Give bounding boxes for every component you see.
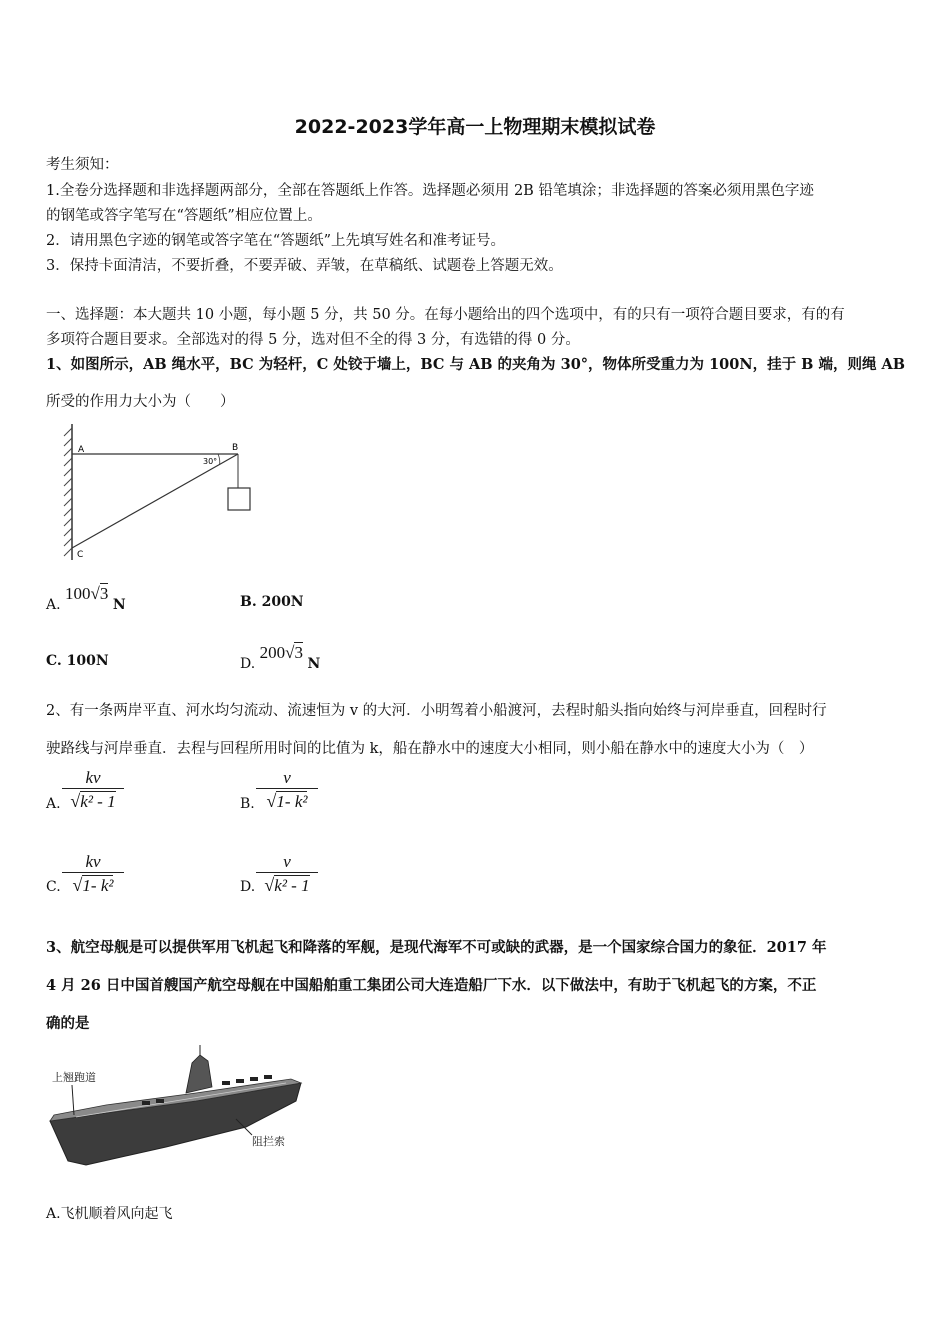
- notice-line-3: 3．保持卡面清洁，不要折叠，不要弄破、弄皱，在草稿纸、试题卷上答题无效。: [46, 258, 563, 274]
- q1-option-d-coef: 200: [259, 643, 286, 662]
- label-c: C: [77, 550, 84, 560]
- q2-option-b-fraction: $\frac{v}{\text{√1- k²}}$: [256, 768, 318, 812]
- q3-line-3: 确的是: [46, 1015, 90, 1032]
- notice-heading: 考生须知：: [46, 157, 119, 173]
- q2-option-d-den: k² - 1: [274, 876, 310, 895]
- q1-option-d[interactable]: D. 200√3 N: [240, 643, 321, 672]
- label-angle: 30°: [203, 457, 218, 466]
- q2-option-d-label[interactable]: D.: [240, 879, 256, 895]
- q1-figure: [46, 420, 266, 565]
- q2-option-a-label[interactable]: A.: [46, 796, 61, 812]
- aircraft-carrier-figure: [46, 1043, 306, 1171]
- q2-option-a-num: kv: [85, 768, 101, 787]
- notice-line-1b: 的钢笔或答字笔写在“答题纸”相应位置上。: [46, 208, 322, 224]
- q2-option-b-label[interactable]: B.: [240, 796, 255, 812]
- hanging-block: [228, 488, 250, 510]
- q2-option-d-fraction: $\frac{v}{\text{√k² - 1}}$: [256, 852, 318, 896]
- q2-option-c-num: kv: [85, 852, 101, 871]
- q2-option-c-fraction: $\frac{kv}{\text{√1- k²}}$: [62, 852, 124, 896]
- notice-line-2: 2．请用黑色字迹的钢笔或答字笔在“答题纸”上先填写姓名和准考证号。: [46, 233, 506, 249]
- q1-option-a-coef: 100: [65, 584, 91, 603]
- q2-option-b-num: v: [283, 768, 291, 787]
- q3-line-2: 4 月 26 日中国首艘国产航空母舰在中国船舶重工集团公司大连造船厂下水．以下做法中，有助于飞机起飞的方案，不正: [46, 977, 817, 994]
- q1-option-c[interactable]: C. 100N: [46, 653, 109, 669]
- q1-option-b[interactable]: B. 200N: [240, 594, 304, 610]
- q2-option-c-label[interactable]: C.: [46, 879, 61, 895]
- q2-line-1: 2、有一条两岸平直、河水均匀流动、流速恒为 v 的大河．小明驾着小船渡河，去程时船头指向始终与河岸垂直，回程时行: [46, 703, 827, 719]
- label-arresting-cable: 阻拦索: [252, 1135, 285, 1148]
- q2-option-c-den: 1- k²: [82, 876, 114, 895]
- q1-option-a-label: A.: [46, 597, 61, 613]
- q2-option-a-fraction: $\frac{kv}{\text{√k² - 1}}$: [62, 768, 124, 812]
- notice-line-1a: 1.全卷分选择题和非选择题两部分，全部在答题纸上作答。选择题必须用 2B 铅笔填涂；非选择题的答案必须用黑色字迹: [46, 183, 814, 199]
- q1-option-d-label: D.: [240, 656, 256, 672]
- q1-line-1: 1、如图所示，AB 绳水平，BC 为轻杆，C 处铰于墙上，BC 与 AB 的夹角为 30°，物体所受重力为 100N，挂于 B 端，则绳 AB: [46, 356, 906, 373]
- label-b: B: [232, 443, 239, 453]
- q2-option-b-den: 1- k²: [276, 792, 308, 811]
- q1-option-a-unit: N: [112, 597, 126, 613]
- q1-option-a-rad: 3: [99, 584, 109, 603]
- q1-option-d-unit: N: [307, 656, 321, 672]
- q2-option-a-den: k² - 1: [80, 792, 116, 811]
- section1-line-2: 多项符合题目要求。全部选对的得 5 分，选对但不全的得 3 分，有选错的得 0 分。: [46, 332, 580, 348]
- label-upturned-runway: 上翘跑道: [52, 1071, 96, 1084]
- q2-line-2: 驶路线与河岸垂直．去程与回程所用时间的比值为 k，船在静水中的速度大小相同，则小船在静水中的速度大小为（ ）: [46, 741, 814, 757]
- rod-bc: [72, 454, 238, 548]
- section1-line-1: 一、选择题：本大题共 10 小题，每小题 5 分，共 50 分。在每小题给出的四个选项中，有的只有一项符合题目要求，有的有: [46, 307, 845, 323]
- page-title: 2022-2023学年高一上物理期末模拟试卷: [294, 116, 656, 138]
- q3-option-a[interactable]: A.飞机顺着风向起飞: [46, 1206, 173, 1222]
- q2-option-d-num: v: [283, 852, 291, 871]
- label-a: A: [78, 445, 85, 455]
- q1-option-d-rad: 3: [294, 643, 303, 662]
- q1-line-2: 所受的作用力大小为（ ）: [46, 394, 235, 410]
- q3-line-1: 3、航空母舰是可以提供军用飞机起飞和降落的军舰，是现代海军不可或缺的武器，是一个国家综合国力的象征．2017 年: [46, 939, 827, 956]
- q1-option-a[interactable]: A. 100√3 N: [46, 584, 126, 613]
